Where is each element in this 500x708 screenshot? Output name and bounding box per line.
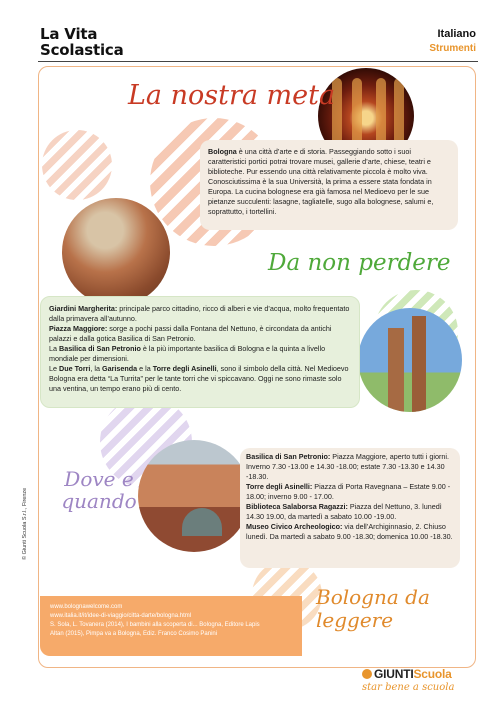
item-text: via dell’Archiginnasio, 2. Chiuso lunedì. Da martedì a sabato 9.00 -18.30; domenica 10.00 -18.30. (246, 522, 453, 541)
intro-bold: Bologna (208, 147, 237, 156)
item-text: Le (49, 364, 59, 373)
header-labels (429, 28, 476, 54)
intro-paragraph (208, 147, 450, 217)
copyright-note: © Giunti Scuola S.r.l., Firenze (22, 487, 28, 560)
title-bologna-da-leggere: Bologna da leggere (316, 585, 430, 632)
non-perdere-item (49, 344, 351, 364)
piazza-photo (138, 440, 250, 552)
dove-item (246, 452, 454, 482)
item-heading: Torre degli Asinelli: (246, 482, 313, 491)
tower-garisenda (388, 328, 404, 412)
non-perdere-item (49, 324, 351, 344)
item-heading: Due Torri (59, 364, 91, 373)
non-perdere-item (49, 364, 351, 394)
city-aerial-photo (62, 198, 170, 306)
non-perdere-box (40, 296, 360, 408)
dove-item (246, 522, 454, 542)
brand-logo-icon (362, 669, 372, 679)
reference-link[interactable]: www.italia.it/it/idee-di-viaggio/citta-darte/bologna.html (50, 613, 192, 619)
logo-line-1: La Vita (40, 25, 98, 43)
item-heading: Basilica di San Petronio: (246, 452, 331, 461)
item-heading: Torre degli Asinelli (152, 364, 217, 373)
brand-name (362, 667, 482, 681)
subject-label: Italiano (437, 28, 476, 40)
magazine-logo (40, 26, 150, 58)
item-text: Piazza del Nettuno, 3. lunedì 14.30 19.00, da martedì a sabato 10.00 -19.00. (246, 502, 442, 521)
item-text: La (49, 344, 59, 353)
section-label: Strumenti (429, 43, 476, 54)
item-text: e la (137, 364, 153, 373)
brand-name-a: GIUNTI (374, 667, 414, 681)
brand-tagline: star bene a scuola (362, 682, 455, 693)
item-text: sorge a pochi passi dalla Fontana del Nettuno, è circondata da antichi palazzi e dalla gotica Basilica di San Petronio. (49, 324, 332, 343)
church-dome (182, 508, 222, 536)
item-heading: Giardini Margherita: (49, 304, 118, 313)
tower-asinelli (412, 316, 426, 412)
item-heading: Museo Civico Archeologico: (246, 522, 343, 531)
title-dove-e-quando: Dove e quando (61, 467, 137, 513)
brand-name-b: Scuola (413, 667, 452, 681)
dove-item (246, 482, 454, 502)
publisher-brand (362, 667, 482, 693)
logo-line-2: Scolastica (40, 41, 124, 59)
item-text: è la più importante basilica di Bologna e la quinta a livello mondiale per dimensioni. (49, 344, 326, 363)
item-text: , la (90, 364, 103, 373)
intro-text: è una città d’arte e di storia. Passeggiando sotto i suoi caratteristici portici potrai trovare musei, gallerie d’arte, chiese, teatri e biblioteche. Pur essendo una città relativamente piccola è molto viva. Conosciutissima è la sua Università, la prima a essere stata fondata in Europa. La cucina bolognese era già famosa nel Medioevo per le sue pietanze succulenti: lasagne, tagliatelle, sugo alla bolognese, salumi e, soprattutto, i tortellini. (208, 147, 434, 216)
reference-item: Altan (2015), Pimpa va a Bologna, Ediz. Franco Cosimo Panini (50, 631, 218, 637)
item-heading: Biblioteca Salaborsa Ragazzi: (246, 502, 348, 511)
non-perdere-item (49, 304, 351, 324)
two-towers-photo (358, 308, 462, 412)
item-heading: Garisenda (102, 364, 138, 373)
intro-box (200, 140, 458, 230)
striped-circle-decoration (42, 130, 112, 200)
reference-item: S. Sola, L. Tovanera (2014), I bambini alla scoperta di... Bologna, Editore Lapis (50, 622, 260, 628)
item-text: principale parco cittadino, ricco di alberi e vie d’acqua, molto frequentato dalla primavera all’autunno. (49, 304, 350, 323)
item-text: , sono il simbolo della città. Nel Medioevo Bologna era detta “La Turrita” per le tante torri che vi spiccavano. Oggi ne sono rimaste solo una ventina, un tempo erano più di cento. (49, 364, 349, 393)
references-box (40, 596, 302, 656)
item-text: Piazza Maggiore, aperto tutti i giorni. Inverno 7.30 -13.00 e 14.30 -18.00; estate 7.30 -13.30 e 14.30 -18.30. (246, 452, 449, 481)
dove-quando-box (240, 448, 460, 568)
item-heading: Piazza Maggiore: (49, 324, 108, 333)
title-da-non-perdere: Da non perdere (268, 250, 451, 276)
dove-item (246, 502, 454, 522)
header-divider (38, 61, 478, 62)
item-heading: Basilica di San Petronio (59, 344, 141, 353)
item-text: Piazza di Porta Ravegnana – Estate 9.00 - 18.00; inverno 9.00 - 17.00. (246, 482, 451, 501)
reference-link[interactable]: www.bolognawelcome.com (50, 604, 123, 610)
title-la-nostra-meta: La nostra meta (128, 80, 336, 111)
